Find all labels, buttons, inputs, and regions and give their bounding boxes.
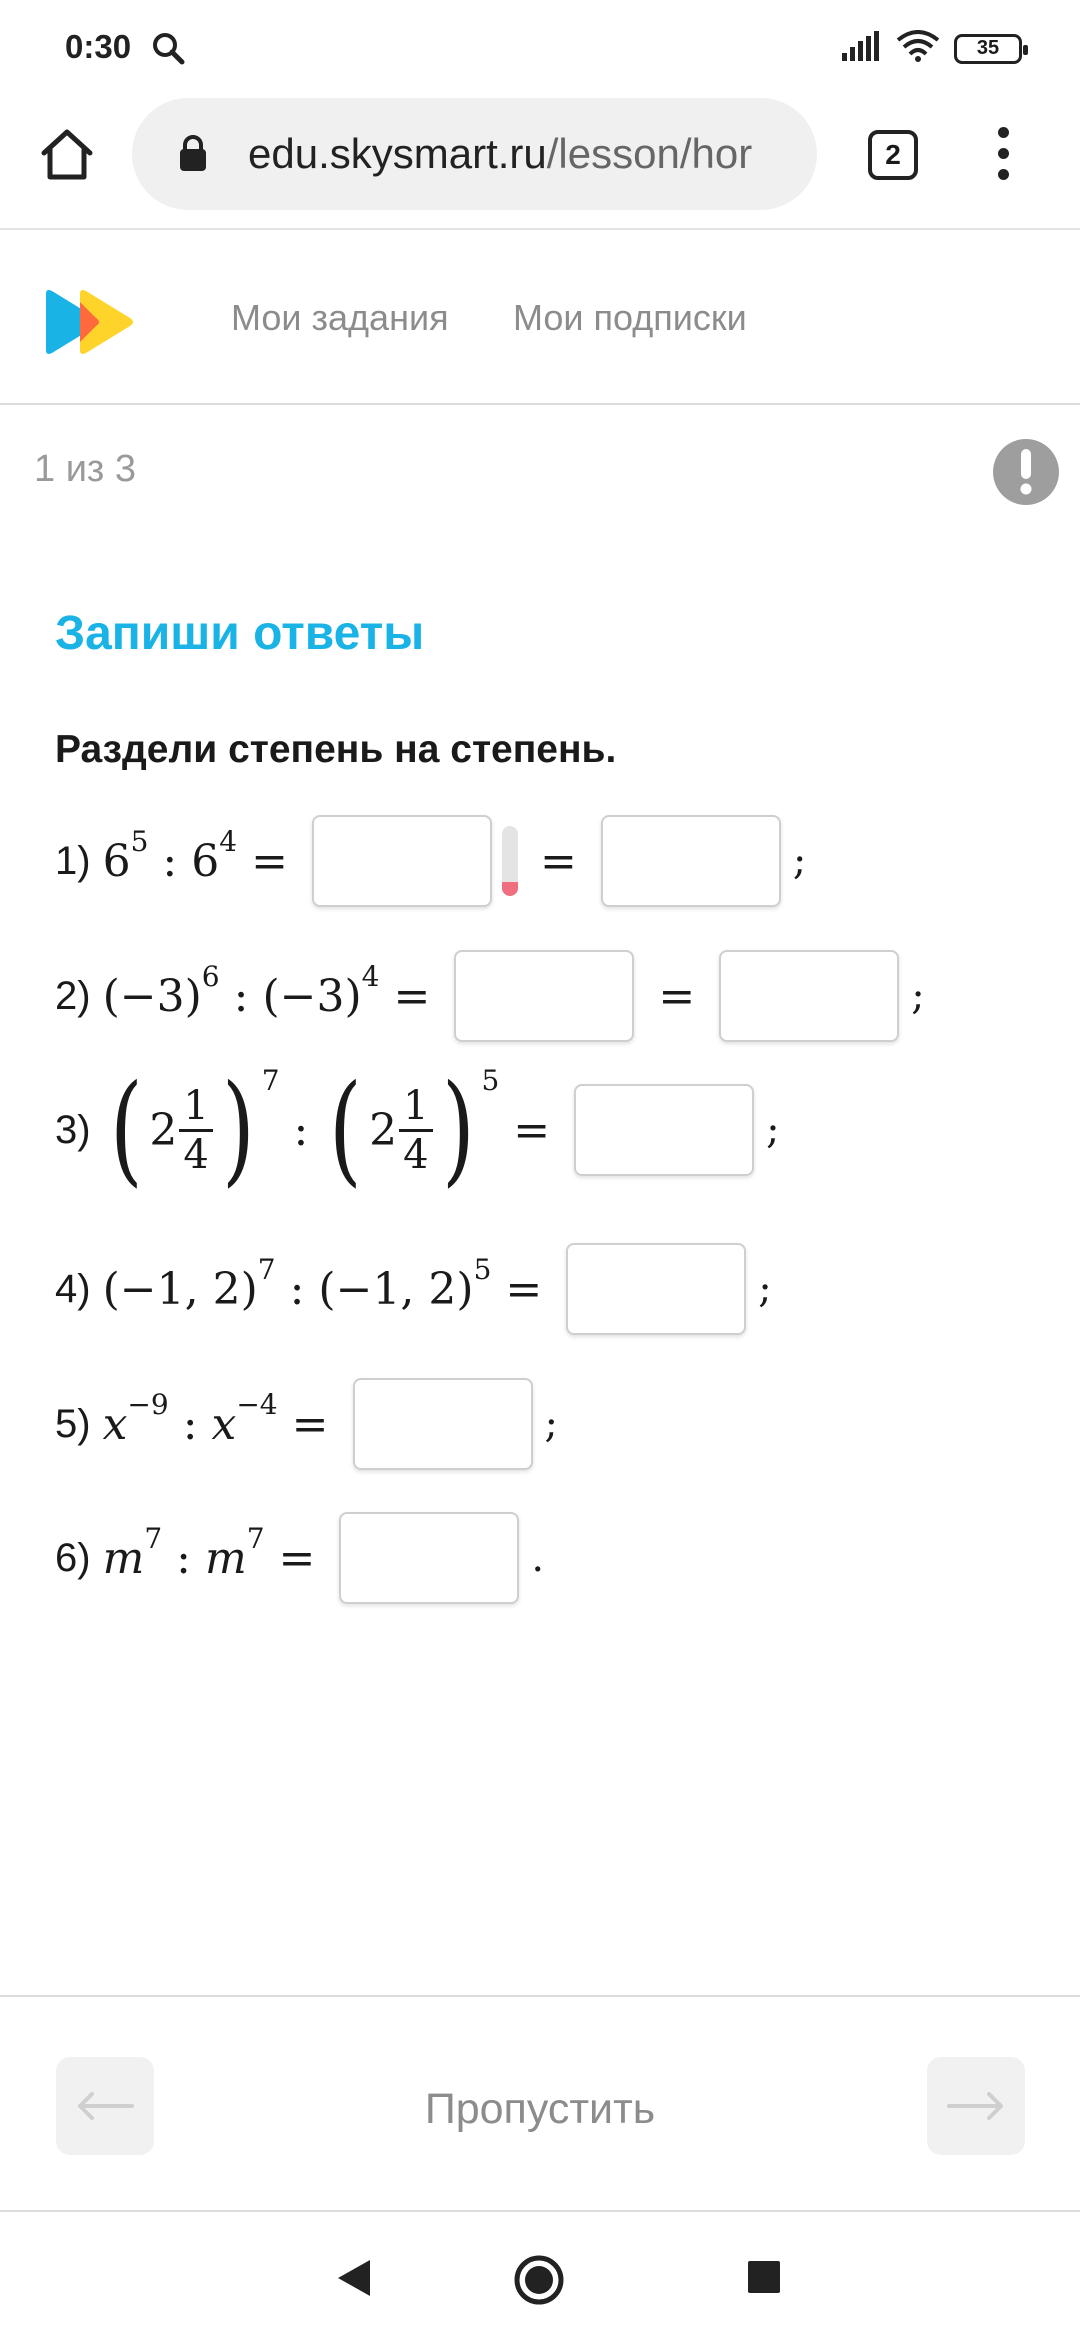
punctuation: ; — [766, 1107, 780, 1153]
punctuation: ; — [792, 838, 807, 884]
wifi-icon — [896, 30, 940, 67]
base: (−1, 2) — [318, 1263, 474, 1315]
skysmart-logo[interactable] — [44, 288, 136, 361]
signal-icon — [842, 31, 882, 66]
exponent: 5 — [481, 1064, 500, 1097]
equals-sign: = — [393, 970, 431, 1022]
exponent: −4 — [236, 1387, 278, 1421]
exponent: 7 — [257, 1252, 276, 1286]
skip-button[interactable]: Пропустить — [424, 2085, 656, 2133]
base: (−1, 2) — [102, 1263, 258, 1315]
back-triangle-icon[interactable] — [336, 2258, 372, 2303]
denominator: 4 — [403, 1131, 429, 1178]
exercise-number: 3) — [55, 1107, 91, 1152]
exercise-5 — [55, 1378, 558, 1470]
status-bar — [0, 0, 1080, 95]
report-button[interactable] — [993, 439, 1059, 505]
division-sign: : — [182, 1398, 198, 1450]
base: 6 — [191, 835, 220, 887]
arrow-right-icon — [947, 2091, 1005, 2121]
punctuation: ; — [544, 1401, 558, 1447]
answer-input-3[interactable] — [574, 1084, 754, 1176]
exercise-number: 1) — [55, 838, 91, 883]
task-subtitle: Раздели степень на степень. — [55, 728, 617, 771]
exercise-1 — [55, 815, 806, 907]
exercise-number: 5) — [55, 1401, 91, 1446]
status-icons — [842, 30, 1022, 67]
lock-icon — [178, 134, 208, 177]
base: m — [102, 1532, 145, 1584]
division-sign: : — [293, 1104, 309, 1156]
exercise-2 — [55, 950, 925, 1042]
fraction — [399, 1083, 432, 1178]
exponent: 5 — [130, 824, 149, 858]
search-icon — [150, 30, 186, 71]
answer-input-2a[interactable] — [454, 950, 634, 1042]
exponent: 7 — [261, 1064, 280, 1097]
recents-square-icon[interactable] — [747, 2260, 781, 2299]
equals-sign: = — [539, 835, 577, 887]
equals-sign: = — [505, 1263, 543, 1315]
exponent: 7 — [246, 1521, 265, 1555]
equals-sign: = — [251, 835, 288, 887]
url-path: /lesson/hor — [546, 130, 753, 177]
next-button[interactable] — [927, 2057, 1025, 2155]
division-sign: : — [289, 1263, 305, 1315]
division-sign: : — [176, 1532, 191, 1584]
home-button[interactable] — [38, 125, 96, 183]
exponent: −9 — [127, 1387, 169, 1421]
url-text — [248, 130, 803, 178]
left-paren: ( — [329, 1060, 363, 1199]
numerator: 1 — [399, 1083, 432, 1132]
exercise-4 — [55, 1243, 772, 1335]
exponent: 7 — [144, 1521, 163, 1555]
answer-input-2b[interactable] — [719, 950, 899, 1042]
exclamation-icon — [1019, 449, 1033, 495]
url-host: edu.skysmart.ru — [248, 130, 547, 177]
answer-input-6[interactable] — [339, 1512, 519, 1604]
progress-counter: 1 из 3 — [34, 448, 137, 490]
home-circle-icon[interactable] — [513, 2254, 565, 2311]
equals-sign: = — [513, 1104, 551, 1156]
left-paren: ( — [109, 1060, 143, 1199]
answer-input-1a[interactable] — [312, 815, 492, 907]
division-sign: : — [162, 835, 178, 887]
exponent: 4 — [361, 959, 380, 993]
denominator: 4 — [183, 1131, 209, 1178]
right-paren: ) — [221, 1060, 255, 1199]
exercise-6 — [55, 1512, 544, 1604]
address-bar[interactable] — [132, 98, 817, 210]
task-navigation-bar — [0, 1995, 1080, 2212]
answer-input-4[interactable] — [566, 1243, 746, 1335]
tabs-button[interactable] — [868, 130, 918, 180]
task-title: Запиши ответы — [55, 607, 425, 660]
punctuation: ; — [911, 973, 925, 1019]
browser-toolbar — [0, 95, 1080, 230]
home-icon — [38, 125, 96, 183]
equals-sign: = — [291, 1398, 329, 1450]
exercise-3 — [55, 1060, 780, 1199]
system-navigation-bar — [0, 2214, 1080, 2340]
punctuation: . — [531, 1535, 545, 1581]
exercise-number: 6) — [55, 1535, 91, 1580]
fraction — [179, 1083, 212, 1178]
text-cursor — [502, 826, 518, 896]
site-header — [0, 230, 1080, 405]
base: m — [204, 1532, 247, 1584]
mixed-whole: 2 — [369, 1104, 398, 1156]
numerator: 1 — [179, 1083, 212, 1132]
answer-input-5[interactable] — [353, 1378, 533, 1470]
exponent: 4 — [219, 824, 238, 858]
status-time: 0:30 — [65, 28, 132, 65]
punctuation: ; — [758, 1266, 772, 1312]
base: x — [102, 1398, 128, 1450]
exercise-number: 2) — [55, 973, 91, 1018]
base: x — [211, 1398, 237, 1450]
battery-icon — [954, 34, 1022, 64]
right-paren: ) — [441, 1060, 475, 1199]
nav-my-tasks[interactable]: Мои задания — [231, 297, 449, 338]
answer-input-1b[interactable] — [601, 815, 781, 907]
mixed-whole: 2 — [149, 1104, 178, 1156]
equals-sign: = — [278, 1532, 316, 1584]
tab-count: 2 — [885, 139, 901, 170]
exponent: 5 — [473, 1252, 492, 1286]
battery-level: 35 — [976, 37, 1000, 59]
base: 6 — [102, 835, 131, 887]
division-sign: : — [233, 970, 249, 1022]
base: (−3) — [102, 970, 202, 1022]
exercise-number: 4) — [55, 1266, 91, 1311]
more-menu-icon[interactable] — [993, 127, 1013, 183]
nav-my-subscriptions[interactable]: Мои подписки — [513, 297, 747, 338]
exponent: 6 — [201, 959, 220, 993]
equals-sign: = — [658, 970, 696, 1022]
base: (−3) — [262, 970, 362, 1022]
